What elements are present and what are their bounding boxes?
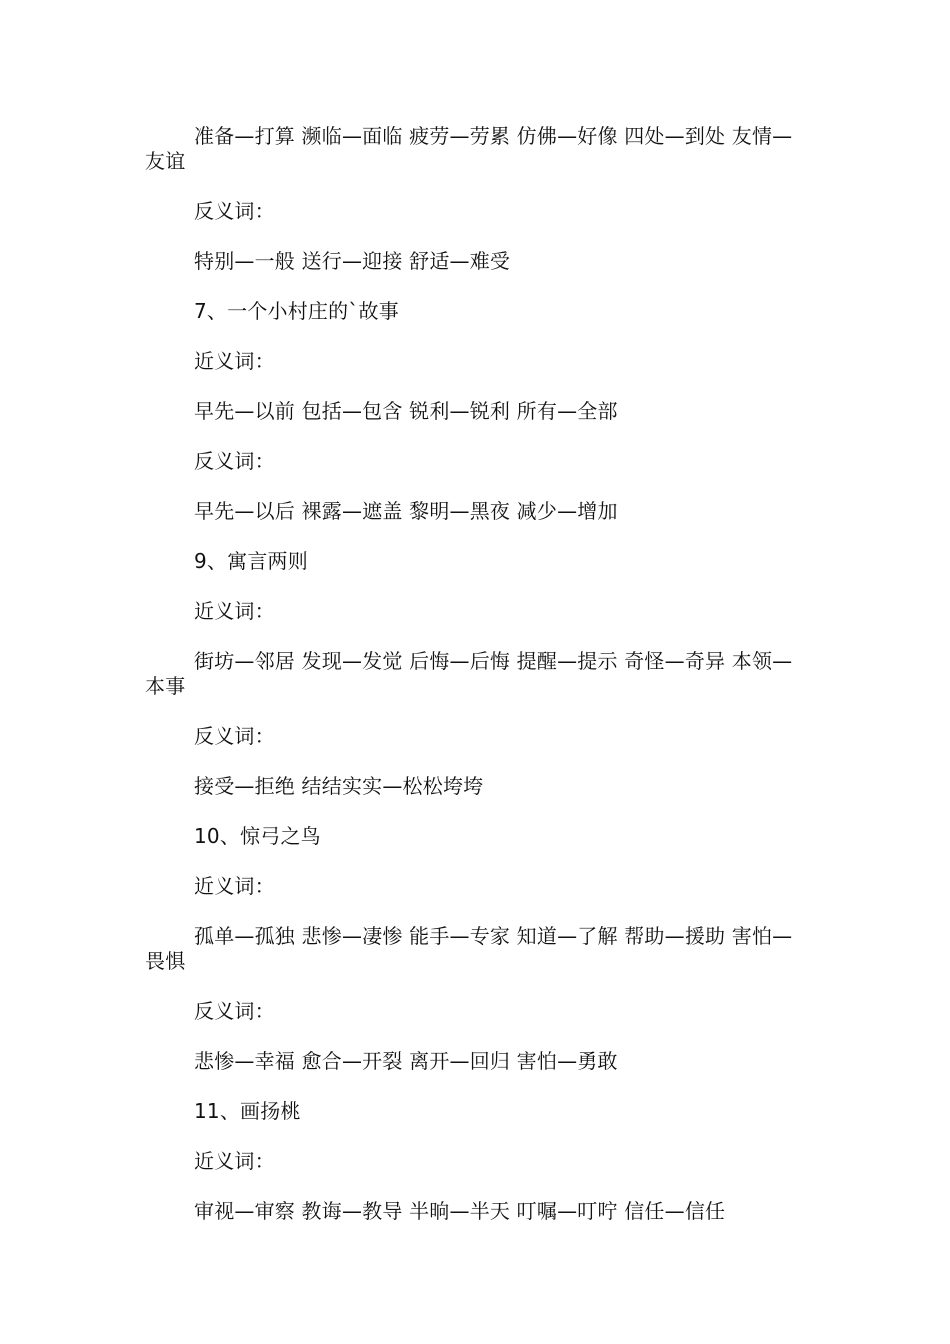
synonym-list: 街坊—邻居 发现—发觉 后悔—后悔 提醒—提示 奇怪—奇异 本领—本事 [145, 649, 793, 698]
antonym-heading: 反义词： [194, 999, 275, 1023]
lesson-title: 10、惊弓之鸟 [194, 824, 321, 848]
synonym-heading: 近义词： [194, 349, 275, 373]
synonym-list: 审视—审察 教诲—教导 半晌—半天 叮嘱—叮咛 信任—信任 [194, 1199, 726, 1223]
synonym-heading: 近义词： [194, 1149, 275, 1173]
antonym-heading: 反义词： [194, 199, 275, 223]
synonym-heading: 近义词： [194, 874, 275, 898]
lesson-title: 11、画扬桃 [194, 1099, 301, 1123]
antonym-list: 早先—以后 裸露—遮盖 黎明—黑夜 减少—增加 [194, 499, 618, 523]
lesson-title: 9、寓言两则 [194, 549, 308, 573]
antonym-list: 接受—拒绝 结结实实—松松垮垮 [194, 774, 484, 798]
synonym-heading: 近义词： [194, 599, 275, 623]
synonym-list: 准备—打算 濒临—面临 疲劳—劳累 仿佛—好像 四处—到处 友情—友谊 [145, 124, 793, 173]
antonym-list: 特别—一般 送行—迎接 舒适—难受 [194, 249, 511, 273]
synonym-list: 早先—以前 包括—包含 锐利—锐利 所有—全部 [194, 399, 618, 423]
antonym-heading: 反义词： [194, 449, 275, 473]
document-body [145, 124, 810, 1249]
antonym-list: 悲惨—幸福 愈合—开裂 离开—回归 害怕—勇敢 [194, 1049, 618, 1073]
antonym-heading: 反义词： [194, 724, 275, 748]
lesson-title: 7、一个小村庄的`故事 [194, 299, 399, 323]
synonym-list: 孤单—孤独 悲惨—凄惨 能手—专家 知道—了解 帮助—援助 害怕—畏惧 [145, 924, 793, 973]
